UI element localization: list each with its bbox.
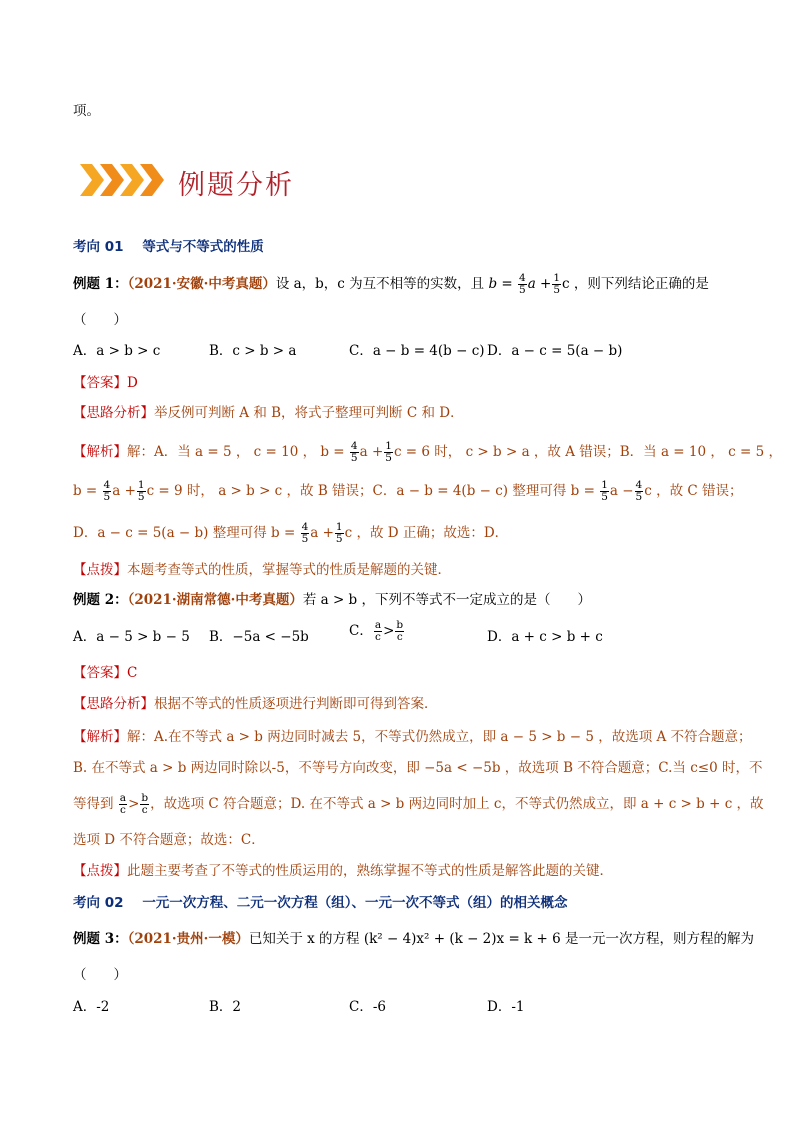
section-title: 例题分析 [178, 170, 294, 201]
example-3-stem [73, 929, 754, 949]
option-d: D．a − c = 5(a − b) [487, 343, 623, 359]
idea-text: 举反例可判断 A 和 B，将式子整理可判断 C 和 D． [154, 405, 464, 421]
fraction: $\frac{4}{5}$ [301, 521, 309, 545]
idea-line [73, 694, 438, 714]
example-source: （2021·安徽·中考真题） [127, 276, 276, 292]
math: b = [488, 276, 513, 292]
solution-tag: 【解析】 [73, 729, 127, 745]
topic-heading-1 [73, 237, 264, 257]
solution-line-3: 等得到 $\frac{a}{c}$ > $\frac{b}{c}$ ，故选项 C 符合题意；D. 在不等式 a > b 两边同时加上 c，不等式仍然成立，即 a + c > b + c ，故 [73, 792, 764, 816]
answer-paren: （ ） [73, 967, 127, 983]
fraction: $\frac{1}{5}$ [335, 521, 343, 545]
fraction: $\frac{1}{5}$ [385, 440, 392, 464]
idea-text: 根据不等式的性质逐项进行判断即可得到答案． [154, 696, 438, 712]
topic-label: 考向 01 [73, 239, 124, 255]
fraction: $\frac{4}{5}$ [350, 440, 358, 464]
option-a: A．a > b > c [73, 343, 161, 359]
stem-text: 设 a，b，c 为互不相等的实数，且 [275, 276, 485, 292]
stem-text: 若 a > b ，下列不等式不一定成立的是（ ） [302, 592, 591, 608]
fraction: $\frac{1}{5}$ [553, 272, 561, 296]
solution-line-4: 选项 D 不符合题意；故选：C． [73, 832, 265, 848]
fraction: $\frac{a}{c}$ [119, 792, 127, 816]
continued-text: 项。 [73, 103, 100, 119]
answer-paren: （ ） [73, 312, 127, 328]
tip-tag: 【点拨】 [73, 562, 127, 578]
tip-text: 本题考查等式的性质，掌握等式的性质是解题的关键． [127, 562, 451, 578]
answer-value: C [127, 665, 138, 681]
topic-title: 等式与不等式的性质 [142, 239, 264, 255]
tip-tag: 【点拨】 [73, 863, 127, 879]
fraction: $\frac{a}{c}$ [374, 619, 382, 643]
option-c: C． $\frac{a}{c}$ > $\frac{b}{c}$ [349, 619, 404, 643]
topic-label: 考向 02 [73, 895, 124, 911]
example-source: （2021·贵州·一模） [127, 931, 249, 947]
tip-text: 此题主要考查了不等式的性质运用的，熟练掌握不等式的性质是解答此题的关键． [127, 863, 613, 879]
topic-title: 一元一次方程、二元一次方程（组）、一元一次不等式（组）的相关概念 [142, 895, 568, 911]
fraction: $\frac{b}{c}$ [141, 792, 149, 816]
answer-line [73, 663, 137, 683]
stem-text: c ，则下列结论正确的是 [562, 276, 709, 292]
fraction: $\frac{4}{5}$ [519, 272, 526, 296]
option-c: C．-6 [349, 999, 386, 1015]
fraction: $\frac{4}{5}$ [103, 479, 111, 503]
solution-line-1: 【解析】解：A.在不等式 a > b 两边同时减去 5，不等式仍然成立，即 a − 5 > b − 5 ，故选项 A 不符合题意； [73, 729, 752, 745]
option-d: D．a + c > b + c [487, 629, 603, 645]
option-a: A．-2 [73, 999, 110, 1015]
fraction: $\frac{4}{5}$ [635, 479, 643, 503]
example-1-stem [73, 273, 709, 296]
idea-tag: 【思路分析】 [73, 696, 154, 712]
chevron-1 [80, 164, 104, 196]
solution-line-2: b = $\frac{4}{5}$ a + $\frac{1}{5}$ c = 9 时， a > b > c ，故 B 错误；C．a − b = 4(b − c) 整理可得 b = $\frac{1}{5}$ a − $\frac{4}{5}$ c ，故 C 错误； [73, 479, 743, 503]
math: a + [527, 276, 552, 292]
solution-line-3: D．a − c = 5(a − b) 整理可得 b = $\frac{4}{5}$ a + $\frac{1}{5}$ c ，故 D 正确；故选：D． [73, 521, 509, 545]
answer-tag: 【答案】 [73, 375, 127, 391]
chevron-arrows-icon [80, 164, 164, 196]
option-b: B．2 [209, 999, 242, 1015]
tip-line [73, 861, 613, 881]
tip-line [73, 560, 451, 580]
example-label: 例题 3： [73, 931, 128, 947]
answer-value: D [127, 375, 138, 391]
fraction: $\frac{b}{c}$ [396, 619, 404, 643]
answer-line [73, 373, 138, 393]
idea-tag: 【思路分析】 [73, 405, 154, 421]
example-label: 例题 1： [73, 276, 128, 292]
topic-heading-2 [73, 893, 568, 913]
solution-line-2: B. 在不等式 a > b 两边同时除以-5，不等号方向改变，即 −5a < −5b ，故选项 B 不符合题意；C.当 c≤0 时，不 [73, 760, 763, 776]
example-label: 例题 2： [73, 592, 128, 608]
option-c: C．a − b = 4(b − c) [349, 343, 485, 359]
example-source: （2021·湖南常德·中考真题） [127, 592, 303, 608]
fraction: $\frac{1}{5}$ [137, 479, 145, 503]
option-d: D．-1 [487, 999, 525, 1015]
fraction: $\frac{1}{5}$ [601, 479, 608, 503]
solution-line-1: 【解析】解：A．当 a = 5 ， c = 10 ， b = $\frac{4}{5}$ a + $\frac{1}{5}$ c = 6 时， c > b > a ，故 A 错误；B．当 a = 10 ， c = 5 ， [73, 440, 782, 464]
idea-line [73, 403, 464, 423]
example-2-stem [73, 590, 591, 610]
option-b: B．c > b > a [209, 343, 297, 359]
option-b: B．−5a < −5b [209, 629, 309, 645]
option-a: A．a − 5 > b − 5 [73, 629, 190, 645]
stem-text: 已知关于 x 的方程 (k² − 4)x² + (k − 2)x = k + 6 是一元一次方程，则方程的解为 [248, 931, 755, 947]
solution-tag: 【解析】 [73, 444, 127, 460]
answer-tag: 【答案】 [73, 665, 127, 681]
